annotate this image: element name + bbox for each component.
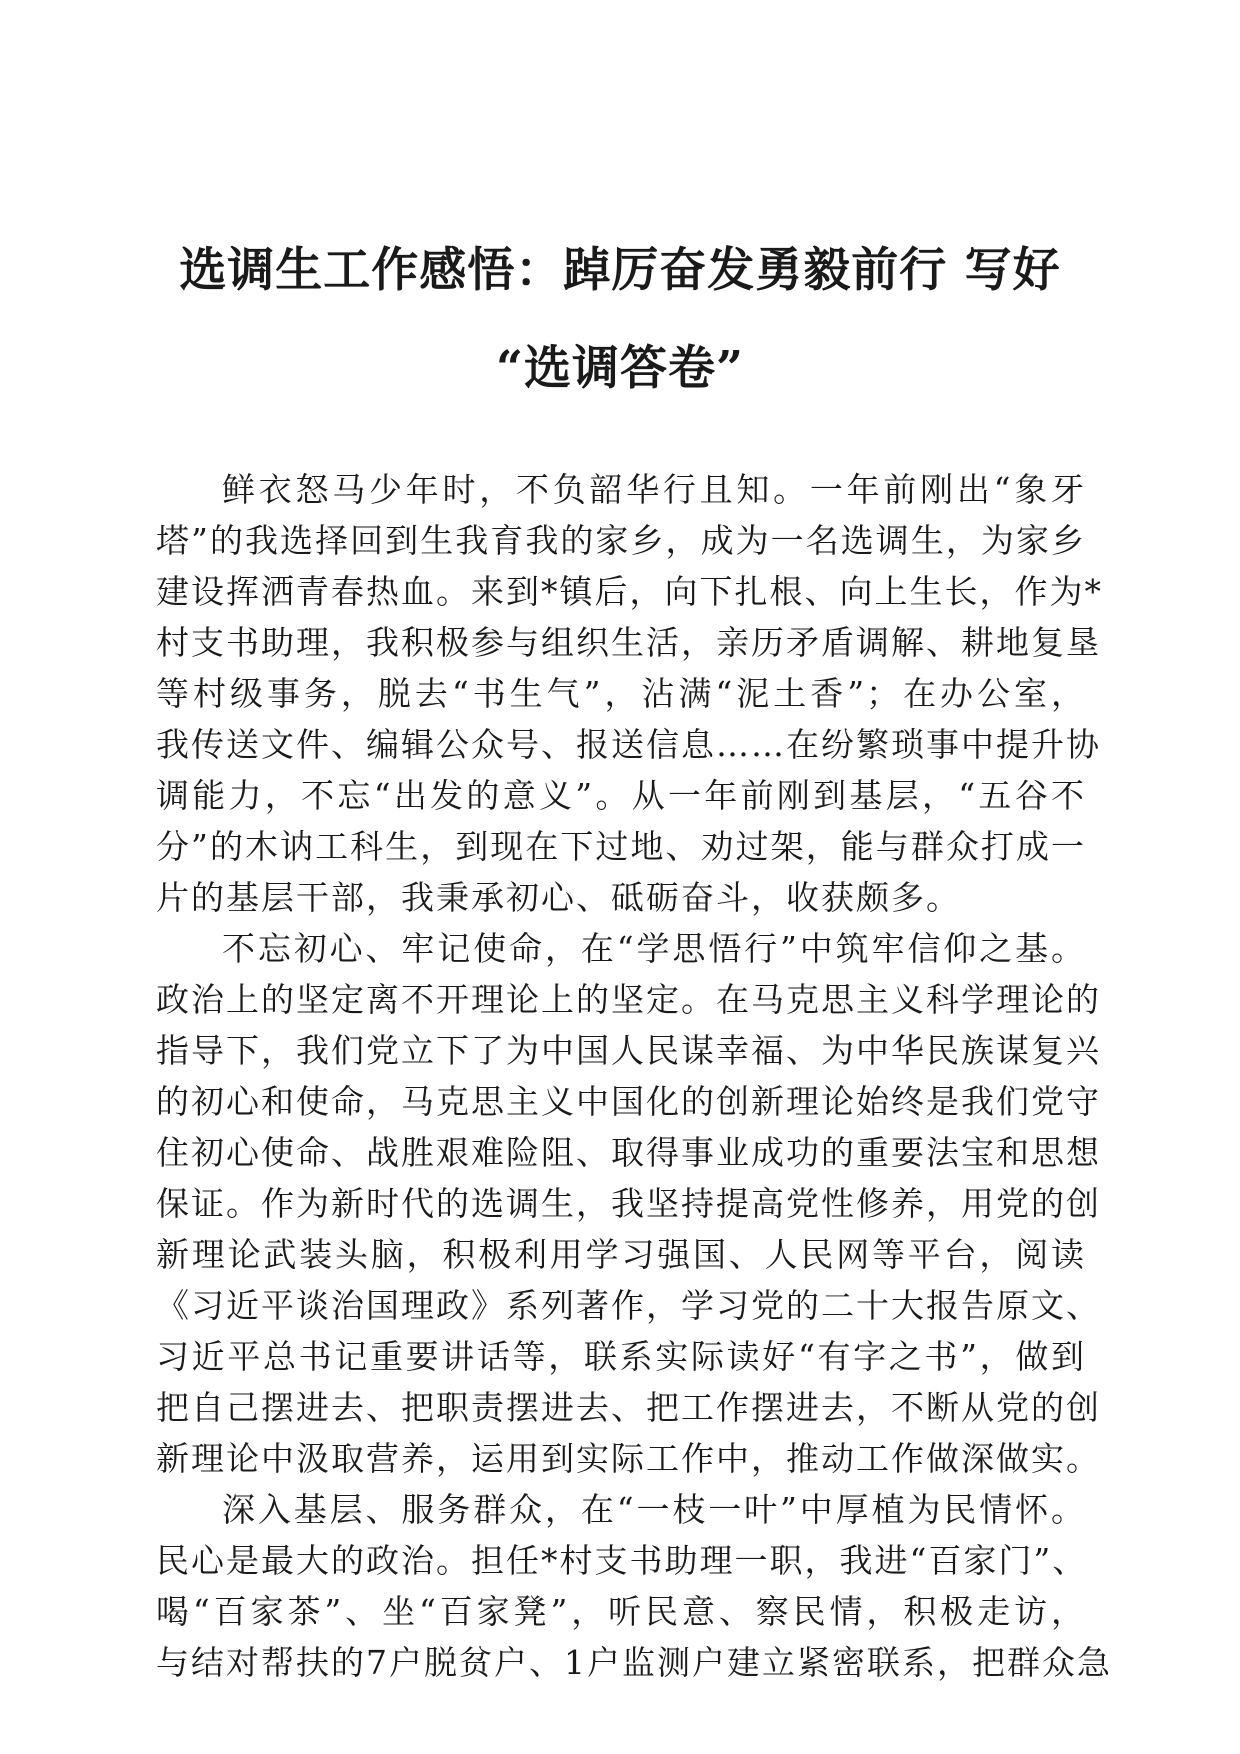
text-line: 建设挥洒青春热血。来到*镇后，向下扎根、向上生长，作为* — [156, 572, 1103, 611]
text-line: 住初心使命、战胜艰难险阻、取得事业成功的重要法宝和思想 — [156, 1133, 1101, 1172]
text-line: 民心是最大的政治。担任*村支书助理一职，我进“百家门”、 — [156, 1541, 1088, 1580]
text-line: 等村级事务，脱去“书生气”，沾满“泥土香”；在办公室， — [156, 674, 1086, 713]
body-text — [156, 464, 1112, 1688]
text-line: 新理论武装头脑，积极利用学习强国、人民网等平台，阅读 — [156, 1235, 1086, 1274]
text-line: 习近平总书记重要讲话等，联系实际读好“有字之书”，做到 — [156, 1337, 1086, 1376]
text-line: 深入基层、服务群众，在“一枝一叶”中厚植为民情怀。 — [222, 1490, 1086, 1529]
text-line: 《习近平谈治国理政》系列著作，学习党的二十大报告原文、 — [156, 1286, 1101, 1325]
text-line: 指导下，我们党立下了为中国人民谋幸福、为中华民族谋复兴 — [156, 1031, 1101, 1070]
text-line: 不忘初心、牢记使命，在“学思悟行”中筑牢信仰之基。 — [222, 929, 1086, 968]
text-line: 村支书助理，我积极参与组织生活，亲历矛盾调解、耕地复垦 — [156, 623, 1101, 662]
text-line: 政治上的坚定离不开理论上的坚定。在马克思主义科学理论的 — [156, 980, 1101, 1019]
text-line: 我传送文件、编辑公众号、报送信息……在纷繁琐事中提升协 — [156, 725, 1101, 764]
text-line: 把自己摆进去、把职责摆进去、把工作摆进去，不断从党的创 — [156, 1388, 1101, 1427]
paragraph-3 — [156, 1484, 1112, 1688]
text-line: 与结对帮扶的7户脱贫户、1户监测户建立紧密联系，把群众急 — [156, 1643, 1112, 1682]
text-line: 新理论中汲取营养，运用到实际工作中，推动工作做深做实。 — [156, 1439, 1101, 1478]
text-line: 分”的木讷工科生，到现在下过地、劝过架，能与群众打成一 — [156, 827, 1086, 866]
title-line-1: 选调生工作感悟：踔厉奋发勇毅前行 写好 — [179, 243, 1061, 298]
text-line: 喝“百家茶”、坐“百家凳”，听民意、察民情，积极走访， — [156, 1592, 1086, 1631]
text-line: 片的基层干部，我秉承初心、砥砺奋斗，收获颇多。 — [156, 878, 961, 917]
text-line: 鲜衣怒马少年时，不负韶华行且知。一年前刚出“象牙 — [222, 470, 1086, 509]
title-line-2: “选调答卷” — [495, 341, 745, 396]
paragraph-1 — [156, 464, 1103, 923]
text-line: 的初心和使命，马克思主义中国化的创新理论始终是我们党守 — [156, 1082, 1101, 1121]
text-line: 塔”的我选择回到生我育我的家乡，成为一名选调生，为家乡 — [156, 521, 1086, 560]
document-title — [150, 222, 1090, 418]
text-line: 调能力，不忘“出发的意义”。从一年前刚到基层，“五谷不 — [156, 776, 1086, 815]
text-line: 保证。作为新时代的选调生，我坚持提高党性修养，用党的创 — [156, 1184, 1101, 1223]
paragraph-2 — [156, 923, 1101, 1484]
